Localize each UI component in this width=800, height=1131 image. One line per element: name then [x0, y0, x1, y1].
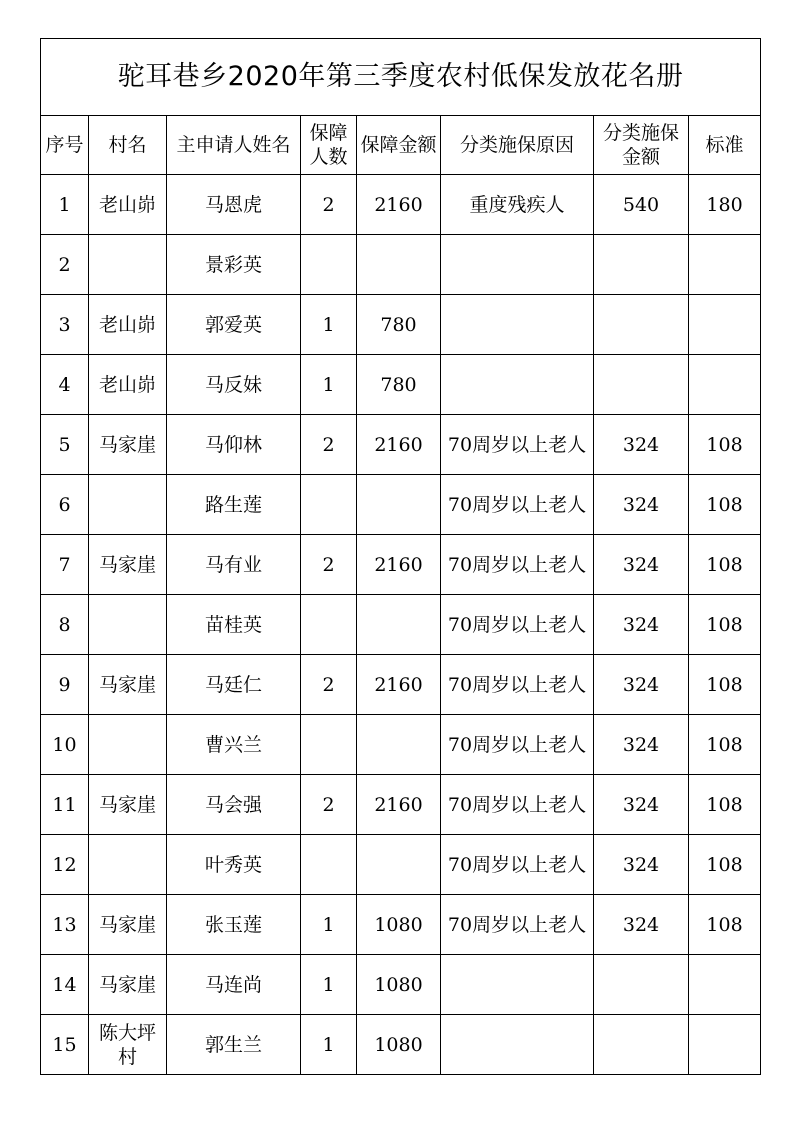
table-row: [41, 175, 761, 235]
table-row: [41, 235, 761, 295]
cell-no: 4: [41, 355, 89, 415]
page-title: 驼耳巷乡2020年第三季度农村低保发放花名册: [41, 39, 761, 116]
cell-standard: 108: [689, 535, 761, 595]
cell-village: 老山峁: [89, 355, 167, 415]
cell-count: 2: [301, 535, 357, 595]
cell-class-amount: 324: [594, 475, 689, 535]
cell-no: 3: [41, 295, 89, 355]
cell-village: 马家崖: [89, 775, 167, 835]
cell-standard: [689, 235, 761, 295]
table-row: [41, 415, 761, 475]
cell-count: 2: [301, 175, 357, 235]
cell-applicant: 曹兴兰: [167, 715, 301, 775]
cell-applicant: 景彩英: [167, 235, 301, 295]
cell-count: [301, 475, 357, 535]
cell-village: [89, 835, 167, 895]
cell-no: 5: [41, 415, 89, 475]
cell-amount: 780: [357, 355, 441, 415]
column-header-applicant: 主申请人姓名: [167, 116, 301, 175]
cell-class-amount: 324: [594, 775, 689, 835]
cell-count: 2: [301, 415, 357, 475]
cell-amount: [357, 475, 441, 535]
cell-reason: 70周岁以上老人: [441, 595, 594, 655]
cell-count: 1: [301, 295, 357, 355]
roster-body: [41, 175, 761, 1075]
cell-amount: [357, 715, 441, 775]
cell-count: [301, 235, 357, 295]
cell-class-amount: 324: [594, 535, 689, 595]
column-header-reason: 分类施保原因: [441, 116, 594, 175]
cell-amount: [357, 835, 441, 895]
cell-amount: 2160: [357, 175, 441, 235]
cell-reason: 70周岁以上老人: [441, 895, 594, 955]
cell-village: [89, 475, 167, 535]
cell-count: 2: [301, 655, 357, 715]
cell-reason: 70周岁以上老人: [441, 415, 594, 475]
cell-standard: 108: [689, 655, 761, 715]
cell-amount: [357, 235, 441, 295]
cell-reason: [441, 295, 594, 355]
cell-class-amount: [594, 295, 689, 355]
cell-standard: 108: [689, 895, 761, 955]
cell-applicant: 张玉莲: [167, 895, 301, 955]
cell-applicant: 马会强: [167, 775, 301, 835]
column-header-standard: 标准: [689, 116, 761, 175]
cell-village: 马家崖: [89, 655, 167, 715]
cell-class-amount: 324: [594, 415, 689, 475]
cell-amount: 2160: [357, 775, 441, 835]
cell-no: 7: [41, 535, 89, 595]
cell-no: 14: [41, 955, 89, 1015]
cell-amount: 2160: [357, 655, 441, 715]
cell-standard: 108: [689, 595, 761, 655]
cell-amount: 1080: [357, 955, 441, 1015]
column-header-amount: 保障金额: [357, 116, 441, 175]
cell-amount: 1080: [357, 1015, 441, 1075]
cell-count: 1: [301, 1015, 357, 1075]
table-row: [41, 895, 761, 955]
cell-applicant: 马恩虎: [167, 175, 301, 235]
cell-village: [89, 595, 167, 655]
cell-count: 1: [301, 955, 357, 1015]
cell-standard: 108: [689, 835, 761, 895]
cell-amount: 780: [357, 295, 441, 355]
table-row: [41, 475, 761, 535]
cell-village: 马家崖: [89, 895, 167, 955]
cell-applicant: 马反妹: [167, 355, 301, 415]
cell-village: 老山峁: [89, 295, 167, 355]
cell-reason: 重度残疾人: [441, 175, 594, 235]
cell-reason: 70周岁以上老人: [441, 655, 594, 715]
cell-standard: 108: [689, 415, 761, 475]
table-row: [41, 715, 761, 775]
cell-class-amount: [594, 235, 689, 295]
cell-village: [89, 715, 167, 775]
cell-standard: 108: [689, 775, 761, 835]
cell-standard: [689, 955, 761, 1015]
roster-table: [40, 38, 761, 1075]
cell-count: 1: [301, 895, 357, 955]
cell-village: 马家崖: [89, 955, 167, 1015]
cell-reason: [441, 955, 594, 1015]
cell-village: 马家崖: [89, 535, 167, 595]
cell-class-amount: 540: [594, 175, 689, 235]
column-header-class-amount: 分类施保金额: [594, 116, 689, 175]
cell-standard: [689, 1015, 761, 1075]
cell-applicant: 郭生兰: [167, 1015, 301, 1075]
cell-applicant: 苗桂英: [167, 595, 301, 655]
header-row: [41, 116, 761, 175]
cell-applicant: 叶秀英: [167, 835, 301, 895]
cell-count: [301, 595, 357, 655]
cell-reason: 70周岁以上老人: [441, 475, 594, 535]
cell-applicant: 马有业: [167, 535, 301, 595]
cell-count: 2: [301, 775, 357, 835]
cell-class-amount: 324: [594, 715, 689, 775]
cell-standard: 108: [689, 475, 761, 535]
cell-applicant: 马仰林: [167, 415, 301, 475]
cell-class-amount: [594, 355, 689, 415]
cell-reason: [441, 1015, 594, 1075]
cell-village: 老山峁: [89, 175, 167, 235]
cell-standard: 108: [689, 715, 761, 775]
cell-no: 13: [41, 895, 89, 955]
cell-no: 10: [41, 715, 89, 775]
cell-amount: [357, 595, 441, 655]
cell-class-amount: [594, 955, 689, 1015]
cell-count: 1: [301, 355, 357, 415]
cell-no: 2: [41, 235, 89, 295]
cell-no: 15: [41, 1015, 89, 1075]
cell-no: 9: [41, 655, 89, 715]
cell-village: 陈大坪村: [89, 1015, 167, 1075]
cell-class-amount: 324: [594, 595, 689, 655]
cell-standard: [689, 355, 761, 415]
cell-village: [89, 235, 167, 295]
cell-class-amount: 324: [594, 835, 689, 895]
roster-sheet: [40, 38, 760, 1088]
cell-applicant: 马连尚: [167, 955, 301, 1015]
cell-standard: 180: [689, 175, 761, 235]
table-row: [41, 955, 761, 1015]
cell-no: 11: [41, 775, 89, 835]
cell-class-amount: [594, 1015, 689, 1075]
table-row: [41, 595, 761, 655]
table-row: [41, 775, 761, 835]
cell-reason: [441, 355, 594, 415]
cell-village: 马家崖: [89, 415, 167, 475]
table-row: [41, 835, 761, 895]
cell-standard: [689, 295, 761, 355]
cell-count: [301, 715, 357, 775]
column-header-count: 保障人数: [301, 116, 357, 175]
cell-applicant: 郭爱英: [167, 295, 301, 355]
cell-reason: 70周岁以上老人: [441, 775, 594, 835]
cell-reason: 70周岁以上老人: [441, 835, 594, 895]
column-header-no: 序号: [41, 116, 89, 175]
cell-applicant: 马廷仁: [167, 655, 301, 715]
cell-reason: 70周岁以上老人: [441, 535, 594, 595]
cell-no: 6: [41, 475, 89, 535]
table-row: [41, 355, 761, 415]
cell-reason: [441, 235, 594, 295]
cell-amount: 1080: [357, 895, 441, 955]
table-row: [41, 535, 761, 595]
cell-class-amount: 324: [594, 895, 689, 955]
table-row: [41, 1015, 761, 1075]
cell-class-amount: 324: [594, 655, 689, 715]
cell-count: [301, 835, 357, 895]
cell-reason: 70周岁以上老人: [441, 715, 594, 775]
table-row: [41, 655, 761, 715]
cell-applicant: 路生莲: [167, 475, 301, 535]
cell-no: 12: [41, 835, 89, 895]
cell-no: 8: [41, 595, 89, 655]
table-row: [41, 295, 761, 355]
cell-amount: 2160: [357, 535, 441, 595]
cell-amount: 2160: [357, 415, 441, 475]
cell-no: 1: [41, 175, 89, 235]
column-header-village: 村名: [89, 116, 167, 175]
